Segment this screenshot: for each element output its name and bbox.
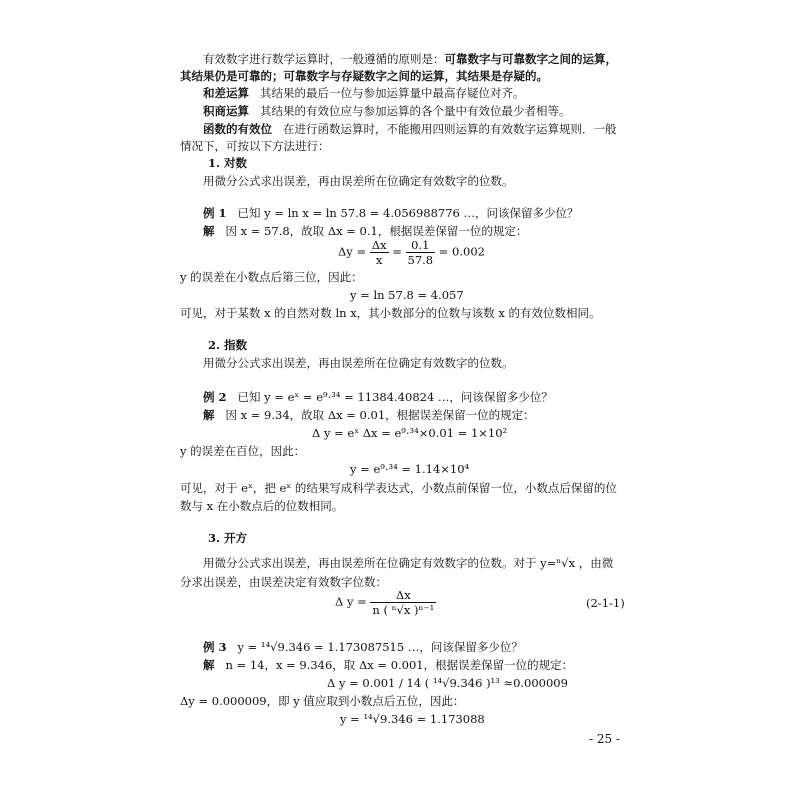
equation-2: Δ y = eˣ Δx = e⁹·³⁴×0.01 = 1×10² <box>312 426 508 440</box>
example-3-line <box>203 640 523 654</box>
example-1-line <box>203 206 579 220</box>
eq3-fraction <box>370 588 436 617</box>
func-rule-text: 在进行函数运算时，不能搬用四则运算的有效数字运算规则．一般 <box>282 122 617 136</box>
section-1-conclusion: 可见，对于某数 x 的自然对数 ln x，其小数部分的位数与该数 x 的有效位数相同。 <box>180 306 601 320</box>
func-rule-line-2: 情况下，可按以下方法进行： <box>180 139 330 153</box>
add-rule-line <box>203 86 524 100</box>
eq1-equals: = <box>392 244 402 259</box>
solution-3-label: 解 <box>203 658 215 672</box>
section-1-desc: 用微分公式求出误差，再由误差所在位确定有效数字的位数。 <box>203 174 514 188</box>
section-1-after: y 的误差在小数点后第三位，因此： <box>180 270 363 284</box>
solution-1-line <box>203 224 527 238</box>
intro-line-1 <box>203 52 617 66</box>
mul-rule-text: 其结果的有效位应与参加运算的各个量中有效位最少者相等。 <box>259 104 571 118</box>
equation-3b: Δ y = 0.001 / 14 ( ¹⁴√9.346 )¹³ ≈0.000009 <box>327 676 568 690</box>
section-3-result: y = ¹⁴√9.346 = 1.173088 <box>340 712 485 726</box>
eq3-numerator: Δx <box>370 588 436 603</box>
section-2-result: y = e⁹·³⁴ = 1.14×10⁴ <box>350 462 470 476</box>
solution-3-line <box>203 658 573 672</box>
example-3-label: 例 3 <box>203 640 227 654</box>
example-2-line <box>203 390 553 404</box>
section-2-after: y 的误差在百位，因此： <box>180 444 306 458</box>
example-1-text: 已知 y = ln x = ln 57.8 = 4.056988776 …，问该保留多少位？ <box>237 206 579 220</box>
eq3-left: Δ y = <box>335 594 367 609</box>
section-3-desc-1: 用微分公式求出误差，再由误差所在位确定有效数字的位数。对于 y=ⁿ√x ，由微 <box>203 556 614 570</box>
section-1-result: y = ln 57.8 = 4.057 <box>350 288 464 302</box>
solution-3-text: n = 14，x = 9.346，取 Δx = 0.001，根据误差保留一位的规定： <box>225 658 574 672</box>
eq1-f2-numerator: 0.1 <box>406 238 436 253</box>
mul-rule-line <box>203 104 570 118</box>
example-3-text: y = ¹⁴√9.346 = 1.173087515 …，问该保留多少位？ <box>237 640 523 654</box>
eq1-fraction-2 <box>406 238 436 267</box>
section-2-desc: 用微分公式求出误差，再由误差所在位确定有效数字的位数。 <box>203 356 514 370</box>
section-2-heading: 2. 指数 <box>208 338 248 352</box>
section-2-conclusion-2: 数与 x 在小数点后的位数相同。 <box>180 499 344 513</box>
func-rule-line <box>203 122 616 136</box>
func-rule-label: 函数的有效位 <box>203 122 272 136</box>
section-3-after: Δy = 0.000009，即 y 值应取到小数点后五位，因此： <box>180 694 465 708</box>
solution-1-label: 解 <box>203 224 215 238</box>
intro-text: 有效数字进行数学运算时，一般遵循的原则是： <box>203 52 445 66</box>
example-2-label: 例 2 <box>203 390 227 404</box>
intro-line-2: 其结果仍是可靠的；可靠数字与存疑数字之间的运算，其结果是存疑的。 <box>180 69 548 83</box>
section-1-heading: 1. 对数 <box>208 156 248 170</box>
eq1-left: Δy = <box>338 244 367 259</box>
eq1-right: = 0.002 <box>438 244 485 259</box>
eq1-f1-numerator: Δx <box>371 238 387 252</box>
equation-number: (2-1-1) <box>586 596 625 610</box>
section-2-conclusion-1: 可见，对于 eˣ，把 eˣ 的结果写成科学表达式，小数点前保留一位，小数点后保留的位 <box>180 481 617 495</box>
equation-1 <box>338 238 485 267</box>
add-rule-text: 其结果的最后一位与参加运算量中最高存疑位对齐。 <box>259 86 525 100</box>
solution-1-text: 因 x = 57.8，故取 Δx = 0.1，根据误差保留一位的规定： <box>225 224 528 238</box>
eq1-f1-denominator: x <box>375 253 383 267</box>
section-3-desc-2: 分求出误差，由误差决定有效数字位数： <box>180 575 387 589</box>
example-2-text: 已知 y = eˣ = e⁹·³⁴ = 11384.40824 …，问该保留多少位？ <box>237 390 553 404</box>
equation-3 <box>335 588 436 617</box>
example-1-label: 例 1 <box>203 206 227 220</box>
mul-rule-label: 积商运算 <box>203 104 249 118</box>
solution-2-label: 解 <box>203 408 215 422</box>
eq1-fraction-1 <box>370 238 389 267</box>
solution-2-text: 因 x = 9.34，故取 Δx = 0.01，根据误差保留一位的规定： <box>225 408 535 422</box>
intro-bold-text: 可靠数字与可靠数字之间的运算， <box>444 52 617 66</box>
section-3-heading: 3. 开方 <box>208 531 248 545</box>
eq3-denominator: n ( ⁿ√x )ⁿ⁻¹ <box>372 603 435 617</box>
eq1-f2-denominator: 57.8 <box>407 253 434 267</box>
solution-2-line <box>203 408 535 422</box>
page-number: - 25 - <box>588 732 620 746</box>
add-rule-label: 和差运算 <box>203 86 249 100</box>
